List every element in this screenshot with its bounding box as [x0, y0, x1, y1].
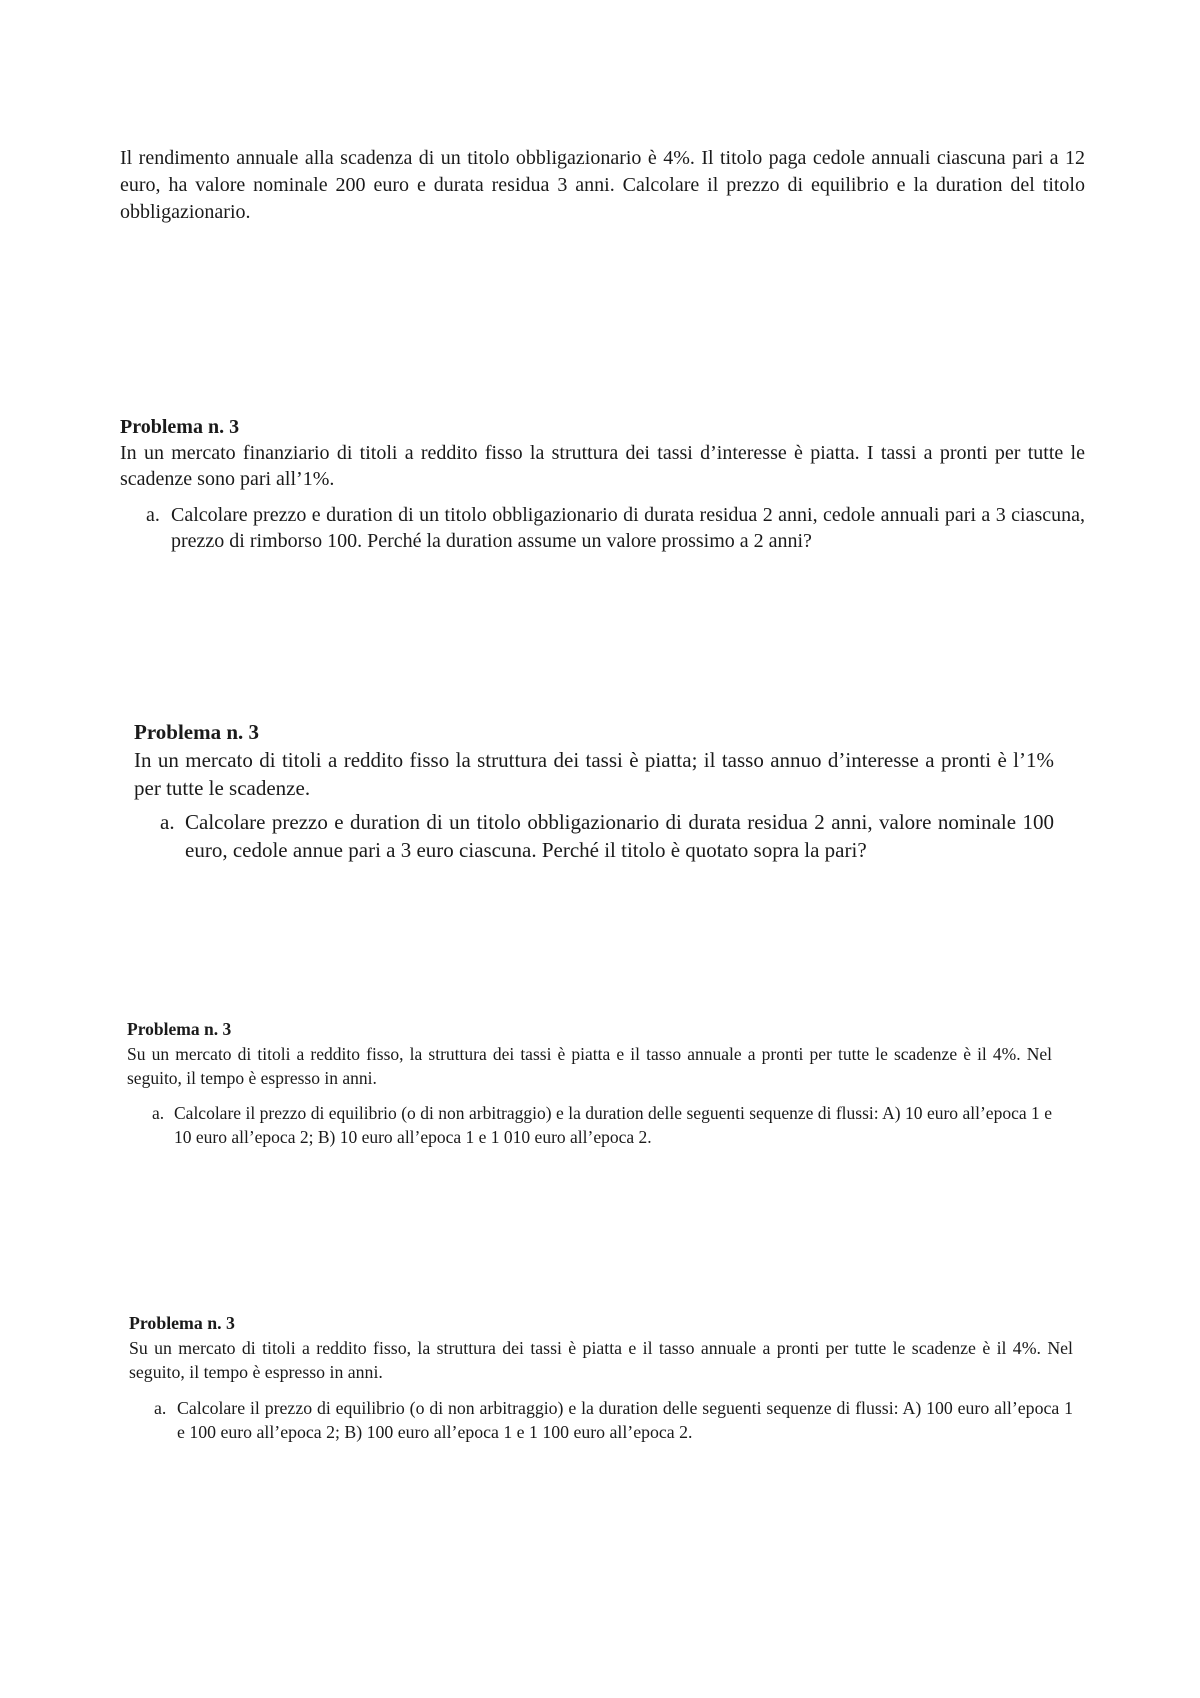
item-marker: a.: [146, 504, 160, 526]
exercise-3-title: Problema n. 3: [134, 720, 260, 744]
item-text: Calcolare prezzo e duration di un titolo obbligazionario di durata residua 2 anni, cedole annuali pari a 3 ciascuna, prezzo di rimborso 100. Perché la duration assume un valore prossimo a 2 anni?: [171, 504, 1085, 552]
exercise-1-body: Il rendimento annuale alla scadenza di un titolo obbligazionario è 4%. Il titolo paga cedole annuali ciascuna pari a 12 euro, ha valore nominale 200 euro e durata residua 3 anni. Calcolare il prezzo di equilibrio e la duration del titolo obbligazionario.: [120, 147, 1085, 223]
exercise-3: [134, 718, 1054, 864]
exercise-4-body: Su un mercato di titoli a reddito fisso, la struttura dei tassi è piatta e il tasso annuale a pronti per tutte le scadenze è il 4%. Nel seguito, il tempo è espresso in anni.: [127, 1044, 1052, 1088]
item-marker: a.: [152, 1103, 165, 1123]
exercise-2: [120, 414, 1085, 554]
exercise-5: [129, 1311, 1073, 1444]
exercise-4-title: Problema n. 3: [127, 1019, 232, 1039]
exercise-2-title: Problema n. 3: [120, 416, 240, 438]
exercise-5-item-a: [154, 1396, 1073, 1444]
item-text: Calcolare il prezzo di equilibrio (o di non arbitraggio) e la duration delle seguenti sequenze di flussi: A) 100 euro all’epoca 1 e 100 euro all’epoca 2; B) 100 euro all’epoca 1 e 1 100 euro all’epoca 2.: [177, 1398, 1073, 1442]
exercise-4-item-a: [152, 1101, 1052, 1149]
item-marker: a.: [160, 810, 175, 834]
exercise-2-item-a: [146, 502, 1085, 554]
exercise-3-item-a: [160, 808, 1054, 864]
exercise-5-body: Su un mercato di titoli a reddito fisso, la struttura dei tassi è piatta e il tasso annuale a pronti per tutte le scadenze è il 4%. Nel seguito, il tempo è espresso in anni.: [129, 1338, 1073, 1382]
exercise-4: [127, 1017, 1052, 1149]
exercise-2-body: In un mercato finanziario di titoli a reddito fisso la struttura dei tassi d’interesse è piatta. I tassi a pronti per tutte le scadenze sono pari all’1%.: [120, 442, 1085, 490]
item-marker: a.: [154, 1398, 167, 1418]
exercise-3-body: In un mercato di titoli a reddito fisso la struttura dei tassi è piatta; il tasso annuo d’interesse a pronti è l’1% per tutte le scadenze.: [134, 748, 1054, 800]
exercise-5-title: Problema n. 3: [129, 1313, 235, 1333]
exercise-1: [120, 145, 1085, 226]
item-text: Calcolare il prezzo di equilibrio (o di non arbitraggio) e la duration delle seguenti sequenze di flussi: A) 10 euro all’epoca 1 e 10 euro all’epoca 2; B) 10 euro all’epoca 1 e 1 010 euro all’epoca 2.: [174, 1103, 1052, 1147]
item-text: Calcolare prezzo e duration di un titolo obbligazionario di durata residua 2 anni, valore nominale 100 euro, cedole annue pari a 3 euro ciascuna. Perché il titolo è quotato sopra la pari?: [185, 810, 1054, 862]
